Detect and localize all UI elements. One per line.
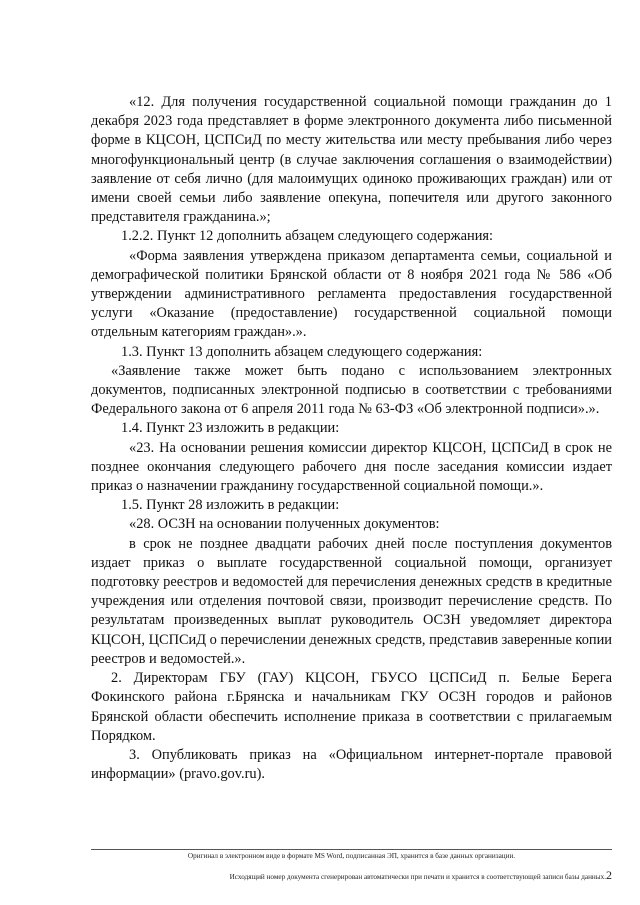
footer-outgoing-number-note [91,868,612,882]
paragraph-1-2-2: 1.2.2. Пункт 12 дополнить абзацем следующего содержания: [121,228,494,245]
paragraph-form-statement: «Форма заявления утверждена приказом департамента семьи, социальной и демографической политики Брянской области от 8 ноября 2021 года № 586 «Об утверждении административного регламента предоставления государственной услуги «Оказание (предоставление) государственной социальной помощи отдельным категориям граждан».». [91,247,612,341]
paragraph-electronic-submission: «Заявление также может быть подано с использованием электронных документов, подписанных электронной подписью в соответствии с требованиями Федерального закона от 6 апреля 2011 года № 63-ФЗ «Об электронной подписи».». [91,362,612,418]
document-body [91,93,612,784]
paragraph-item-12: «12. Для получения государственной социальной помощи гражданин до 1 декабря 2023 года представляет в форме электронного документа либо письменной форме в КЦСОН, ЦСПСиД по месту жительства или месту пребывания либо через многофункциональный центр (в случае заключения соглашения о взаимодействии) заявление от себя лично (для малоимущих одиноко проживающих граждан) или от имени своей семьи либо заявление опекуна, попечителя или другого законного представителя гражданина.»; [91,94,612,226]
page-footer [91,852,612,882]
paragraph-1-5: 1.5. Пункт 28 изложить в редакции: [121,497,340,514]
footer-divider [91,849,612,850]
footer-original-note: Оригинал в электронном виде в формате MS Word, подписанная ЭП, хранится в базе данных организации. [187,852,516,860]
page-number: 2 [606,868,612,882]
paragraph-item-28: «28. ОСЗН на основании полученных документов: [129,516,440,533]
paragraph-payment-terms: в срок не позднее двадцати рабочих дней после поступления документов издает приказ о выплате государственной социальной помощи, организует подготовку реестров и ведомостей для перечисления денежных средств в кредитные учреждения или отделения почтовой связи, производит перечисление средств. По результатам произведенных выплат руководитель ОСЗН уведомляет директора КЦСОН, ЦСПСиД о перечислении денежных средств, представив заверенные копии реестров и ведомостей.». [91,535,612,667]
paragraph-item-23: «23. На основании решения комиссии директор КЦСОН, ЦСПСиД в срок не позднее окончания следующего рабочего дня после заседания комиссии издает приказ о назначении гражданину государственной социальной помощи.». [91,439,612,495]
footer-outgoing-number-text: Исходящий номер документа сгенерирован автоматически при печати и хранится в соответствующей записи базы данных. [229,873,606,881]
paragraph-section-2: 2. Директорам ГБУ (ГАУ) КЦСОН, ГБУСО ЦСПСиД п. Белые Берега Фокинского района г.Брянска и начальникам ГКУ ОСЗН городов и районов Брянской области обеспечить исполнение приказа в соответствии с прилагаемым Порядком. [91,670,612,744]
paragraph-section-3: 3. Опубликовать приказ на «Официальном интернет-портале правовой информации» (pravo.gov.ru). [91,746,612,783]
paragraph-1-4: 1.4. Пункт 23 изложить в редакции: [121,420,340,437]
paragraph-1-3: 1.3. Пункт 13 дополнить абзацем следующего содержания: [121,343,483,360]
